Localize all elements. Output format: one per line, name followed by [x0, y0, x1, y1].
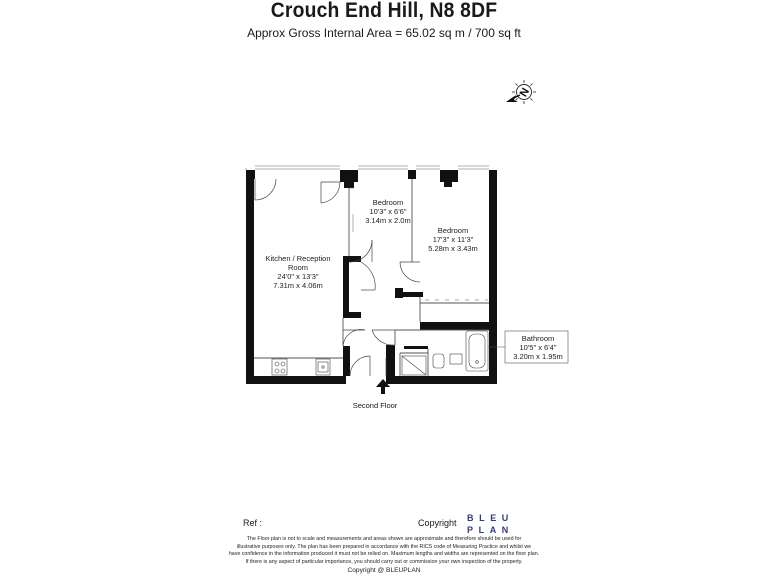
- room-dimensions-metric: 7.31m x 4.06m: [273, 281, 323, 290]
- room-label-bathroom: [508, 334, 568, 361]
- room-name: Kitchen / Reception: [265, 254, 331, 263]
- area-subtitle: Approx Gross Internal Area = 65.02 sq m / 700 sq ft: [247, 26, 521, 40]
- bleuplan-logo: [467, 512, 517, 536]
- room-name: Bedroom: [437, 226, 469, 235]
- kitchen-units: [272, 359, 330, 375]
- room-dimensions-imperial: 10'5" x 6'4": [519, 343, 557, 352]
- room-label-kitchen: [248, 254, 348, 290]
- disclaimer-line: The Floor plan is not to scale and measurements and areas shown are approximate and therefore should be used for: [246, 536, 522, 542]
- compass-letter: N: [517, 86, 533, 99]
- floor-label: Second Floor: [352, 401, 398, 410]
- copyright-label: Copyright: [418, 518, 457, 528]
- room-dimensions-metric: 5.28m x 3.43m: [428, 244, 478, 253]
- copyright-notice: Copyright @ BLEUPLAN: [347, 567, 421, 574]
- room-name: Room: [287, 263, 308, 272]
- ref-label: Ref :: [243, 518, 263, 528]
- room-dimensions-imperial: 10'3" x 6'6": [369, 207, 407, 216]
- room-label-bedroom-1: [348, 198, 428, 225]
- logo-line: BLEU: [467, 513, 514, 523]
- room-label-bedroom-2: [412, 226, 494, 253]
- disclaimer-line: have confidence in the information produced it must not be relied on. Maximum lengths and widths are represented on the floor plan.: [228, 551, 540, 558]
- room-name: Bathroom: [521, 334, 555, 343]
- room-dimensions-metric: 3.20m x 1.95m: [513, 352, 563, 361]
- disclaimer-line: illustrative purposes only. The plan has been prepared in accordance with the RICS code of Measuring Practice and whilst we: [236, 543, 532, 550]
- logo-line: PLAN: [467, 525, 514, 535]
- disclaimer: [150, 536, 618, 566]
- disclaimer-line: If there is any aspect of particular importance, you should carry out or commission your own inspection of the property.: [245, 558, 523, 565]
- room-dimensions-imperial: 17'3" x 11'3": [432, 235, 474, 244]
- room-dimensions-metric: 3.14m x 2.0m: [365, 216, 411, 225]
- room-name: Bedroom: [372, 198, 404, 207]
- windows: [246, 166, 489, 170]
- room-dimensions-imperial: 24'0" x 13'3": [277, 272, 319, 281]
- page-title: Crouch End Hill, N8 8DF: [270, 0, 498, 22]
